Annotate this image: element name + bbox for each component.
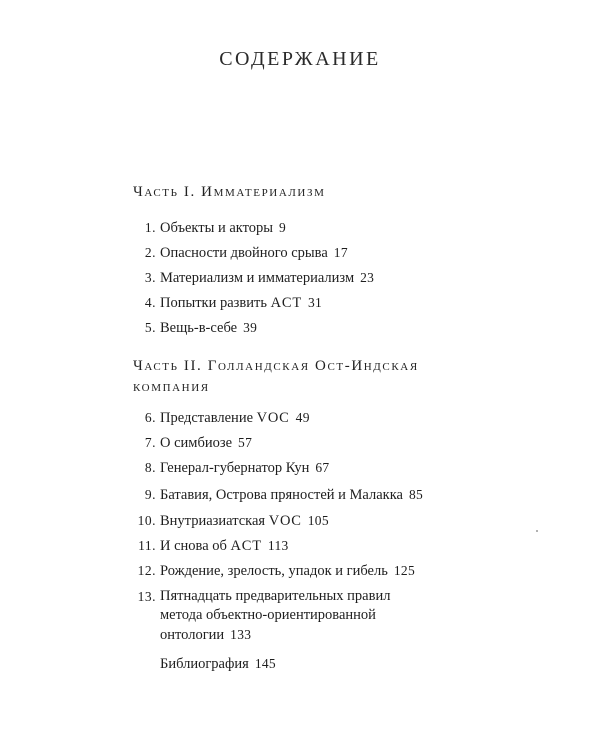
toc-entry-1[interactable] <box>120 218 450 238</box>
entry-title: Библиография <box>160 656 249 672</box>
entry-title: Генерал-губернатор Кун <box>160 460 310 476</box>
entry-number: 5. <box>144 320 156 335</box>
entry-title-line-2: метода объектно-ориентированной <box>160 607 376 623</box>
entry-number: 4. <box>144 295 156 310</box>
entry-title-abbreviation: ACT <box>230 538 262 554</box>
entry-number: 3. <box>144 270 156 285</box>
part-1-heading: Часть I. Имматериализм <box>133 184 326 200</box>
entry-page: 9 <box>279 220 287 235</box>
entry-page: 17 <box>333 245 348 260</box>
entry-title: Рождение, зрелость, упадок и гибель <box>160 563 388 579</box>
entry-title-abbreviation: VOC <box>256 410 290 426</box>
toc-entry-6[interactable] <box>120 408 450 428</box>
entry-title: Материализм и имматериализм <box>160 270 355 286</box>
entry-number: 8. <box>144 460 156 475</box>
entry-page: 145 <box>254 656 276 671</box>
toc-entry-4[interactable] <box>120 293 450 313</box>
entry-page: 57 <box>238 435 253 450</box>
toc-entry-2[interactable] <box>120 243 450 263</box>
entry-title-abbreviation: VOC <box>268 513 302 529</box>
toc-entry-8[interactable] <box>120 458 450 478</box>
entry-number: 9. <box>144 487 156 502</box>
entry-number: 2. <box>144 245 156 260</box>
entry-page: 113 <box>267 538 289 553</box>
toc-entry-12[interactable] <box>120 561 450 581</box>
page-title: СОДЕРЖАНИЕ <box>219 48 381 70</box>
toc-entry-7[interactable] <box>120 433 450 453</box>
print-speck <box>536 530 538 532</box>
toc-entry-5[interactable] <box>120 318 450 338</box>
entry-title: Объекты и акторы <box>160 220 274 236</box>
part-2-heading-line-2: компания <box>133 379 210 395</box>
part-2-heading <box>133 356 473 398</box>
toc-entry-9[interactable] <box>120 485 450 505</box>
entry-page: 31 <box>308 295 323 310</box>
entry-title-line-1: Пятнадцать предварительных правил <box>160 588 391 604</box>
entry-number: 12. <box>137 563 156 578</box>
entry-number: 10. <box>137 513 156 528</box>
entry-number: 11. <box>138 538 156 553</box>
entry-title: Внутриазиатская <box>160 513 269 529</box>
entry-title-abbreviation: ACT <box>270 295 302 311</box>
entry-title: О симбиозе <box>160 435 233 451</box>
entry-page: 49 <box>295 410 310 425</box>
entry-page: 39 <box>243 320 258 335</box>
entry-page: 125 <box>393 563 415 578</box>
toc-entry-3[interactable] <box>120 268 450 288</box>
entry-title-line-3: онтологии <box>160 627 225 643</box>
toc-entry-10[interactable] <box>120 511 450 531</box>
part-2-heading-line-1: Часть II. Голландская Ост-Индская <box>133 358 419 374</box>
entry-title: Представление <box>160 410 257 426</box>
toc-entry-11[interactable] <box>120 536 450 556</box>
toc-entry-13[interactable] <box>120 587 450 645</box>
entry-page: 67 <box>315 460 330 475</box>
entry-title: И снова об <box>160 538 231 554</box>
entry-number: 6. <box>144 410 156 425</box>
entry-number: 7. <box>144 435 156 450</box>
entry-title: Попытки развить <box>160 295 271 311</box>
entry-title: Батавия, Острова пряностей и Малакка <box>160 487 403 503</box>
entry-page: 105 <box>307 513 329 528</box>
toc-entry-bibliography[interactable] <box>120 654 450 674</box>
entry-title: Опасности двойного срыва <box>160 245 328 261</box>
entry-title: Вещь-в-себе <box>160 320 238 336</box>
entry-page: 133 <box>230 627 252 642</box>
entry-number: 13. <box>137 589 156 604</box>
entry-page: 85 <box>408 487 424 502</box>
entry-number: 1. <box>144 220 156 235</box>
entry-page: 23 <box>360 270 375 285</box>
